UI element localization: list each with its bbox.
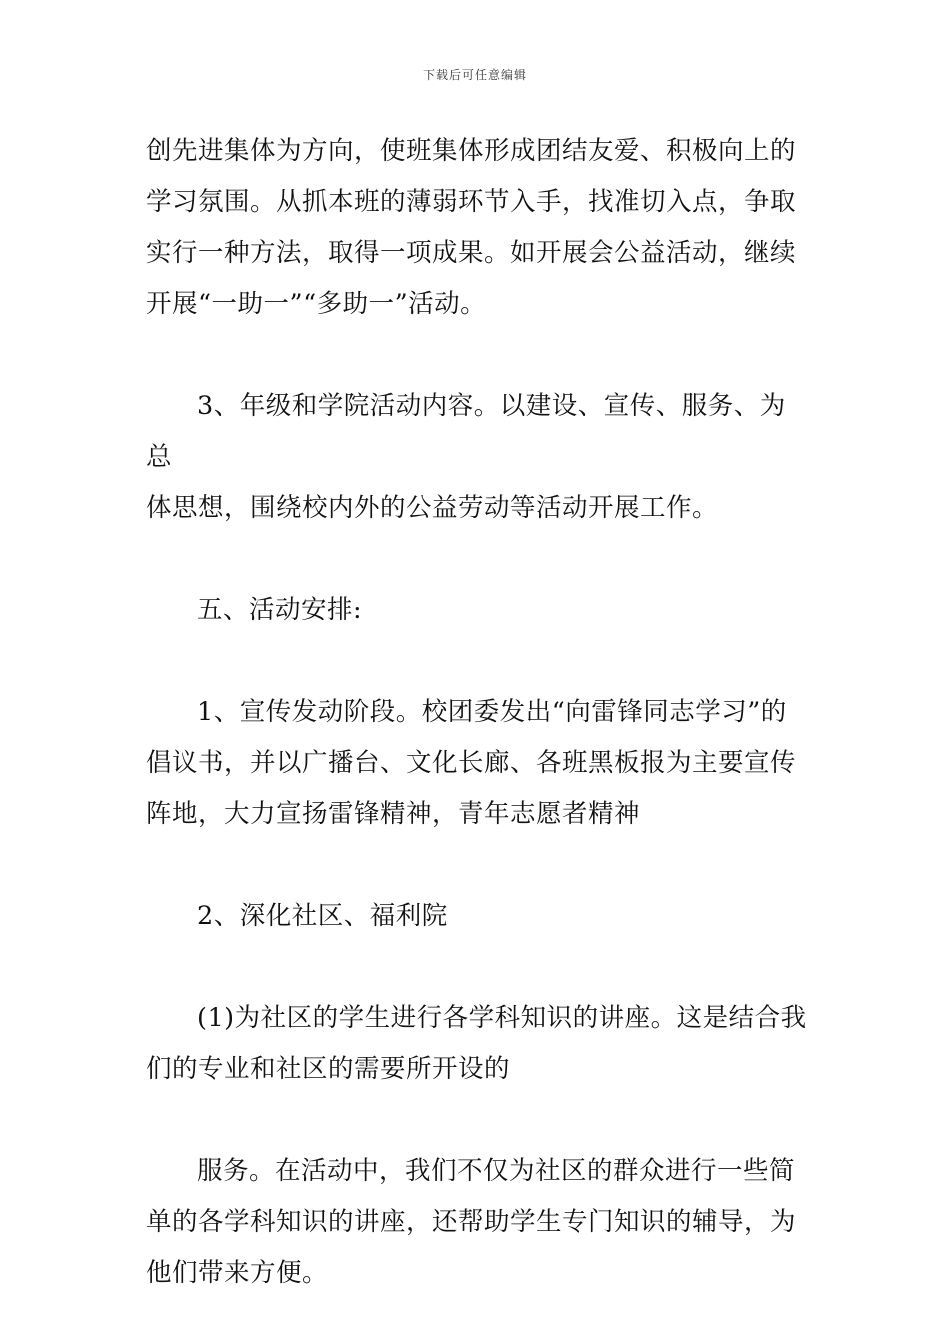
section-title: 五、活动安排: [197, 595, 363, 625]
text-line: 开展“一助一”“多助一”活动。 [146, 289, 487, 319]
paragraph-4 [146, 891, 810, 942]
text-line: 倡议书，并以广播台、文化长廊、各班黑板报为主要宣传 [146, 748, 797, 778]
paragraph-2 [146, 381, 810, 534]
text-line: 他们带来方便。 [146, 1258, 329, 1288]
text-line: 创先进集体为方向，使班集体形成团结友爱、积极向上的 [146, 136, 797, 166]
text-line: 体思想，围绕校内外的公益劳动等活动开展工作。 [146, 493, 719, 523]
document-body [146, 126, 810, 1299]
text-line: 阵地，大力宣扬雷锋精神，青年志愿者精神 [146, 799, 641, 829]
text-line: 服务。在活动中，我们不仅为社区的群众进行一些简 [197, 1156, 796, 1186]
text-line: 3、年级和学院活动内容。以建设、宣传、服务、为总 [146, 391, 786, 472]
text-line: 1、宣传发动阶段。校团委发出“向雷锋同志学习”的 [197, 697, 787, 727]
paragraph-3 [146, 687, 810, 840]
page-header: 下载后可任意编辑 [422, 68, 527, 82]
text-line: 2、深化社区、福利院 [197, 901, 448, 931]
text-line: (1)为社区的学生进行各学科知识的讲座。这是结合我 [197, 1003, 807, 1033]
paragraph-5 [146, 993, 810, 1095]
paragraph-6 [146, 1146, 810, 1299]
text-line: 学习氛围。从抓本班的薄弱环节入手，找准切入点，争取 [146, 187, 797, 217]
text-line: 们的专业和社区的需要所开设的 [146, 1054, 511, 1084]
text-line: 单的各学科知识的讲座，还帮助学生专门知识的辅导，为 [146, 1207, 797, 1237]
section-heading [146, 585, 810, 636]
text-line: 实行一种方法，取得一项成果。如开展会公益活动，继续 [146, 238, 797, 268]
paragraph-1 [146, 126, 810, 330]
